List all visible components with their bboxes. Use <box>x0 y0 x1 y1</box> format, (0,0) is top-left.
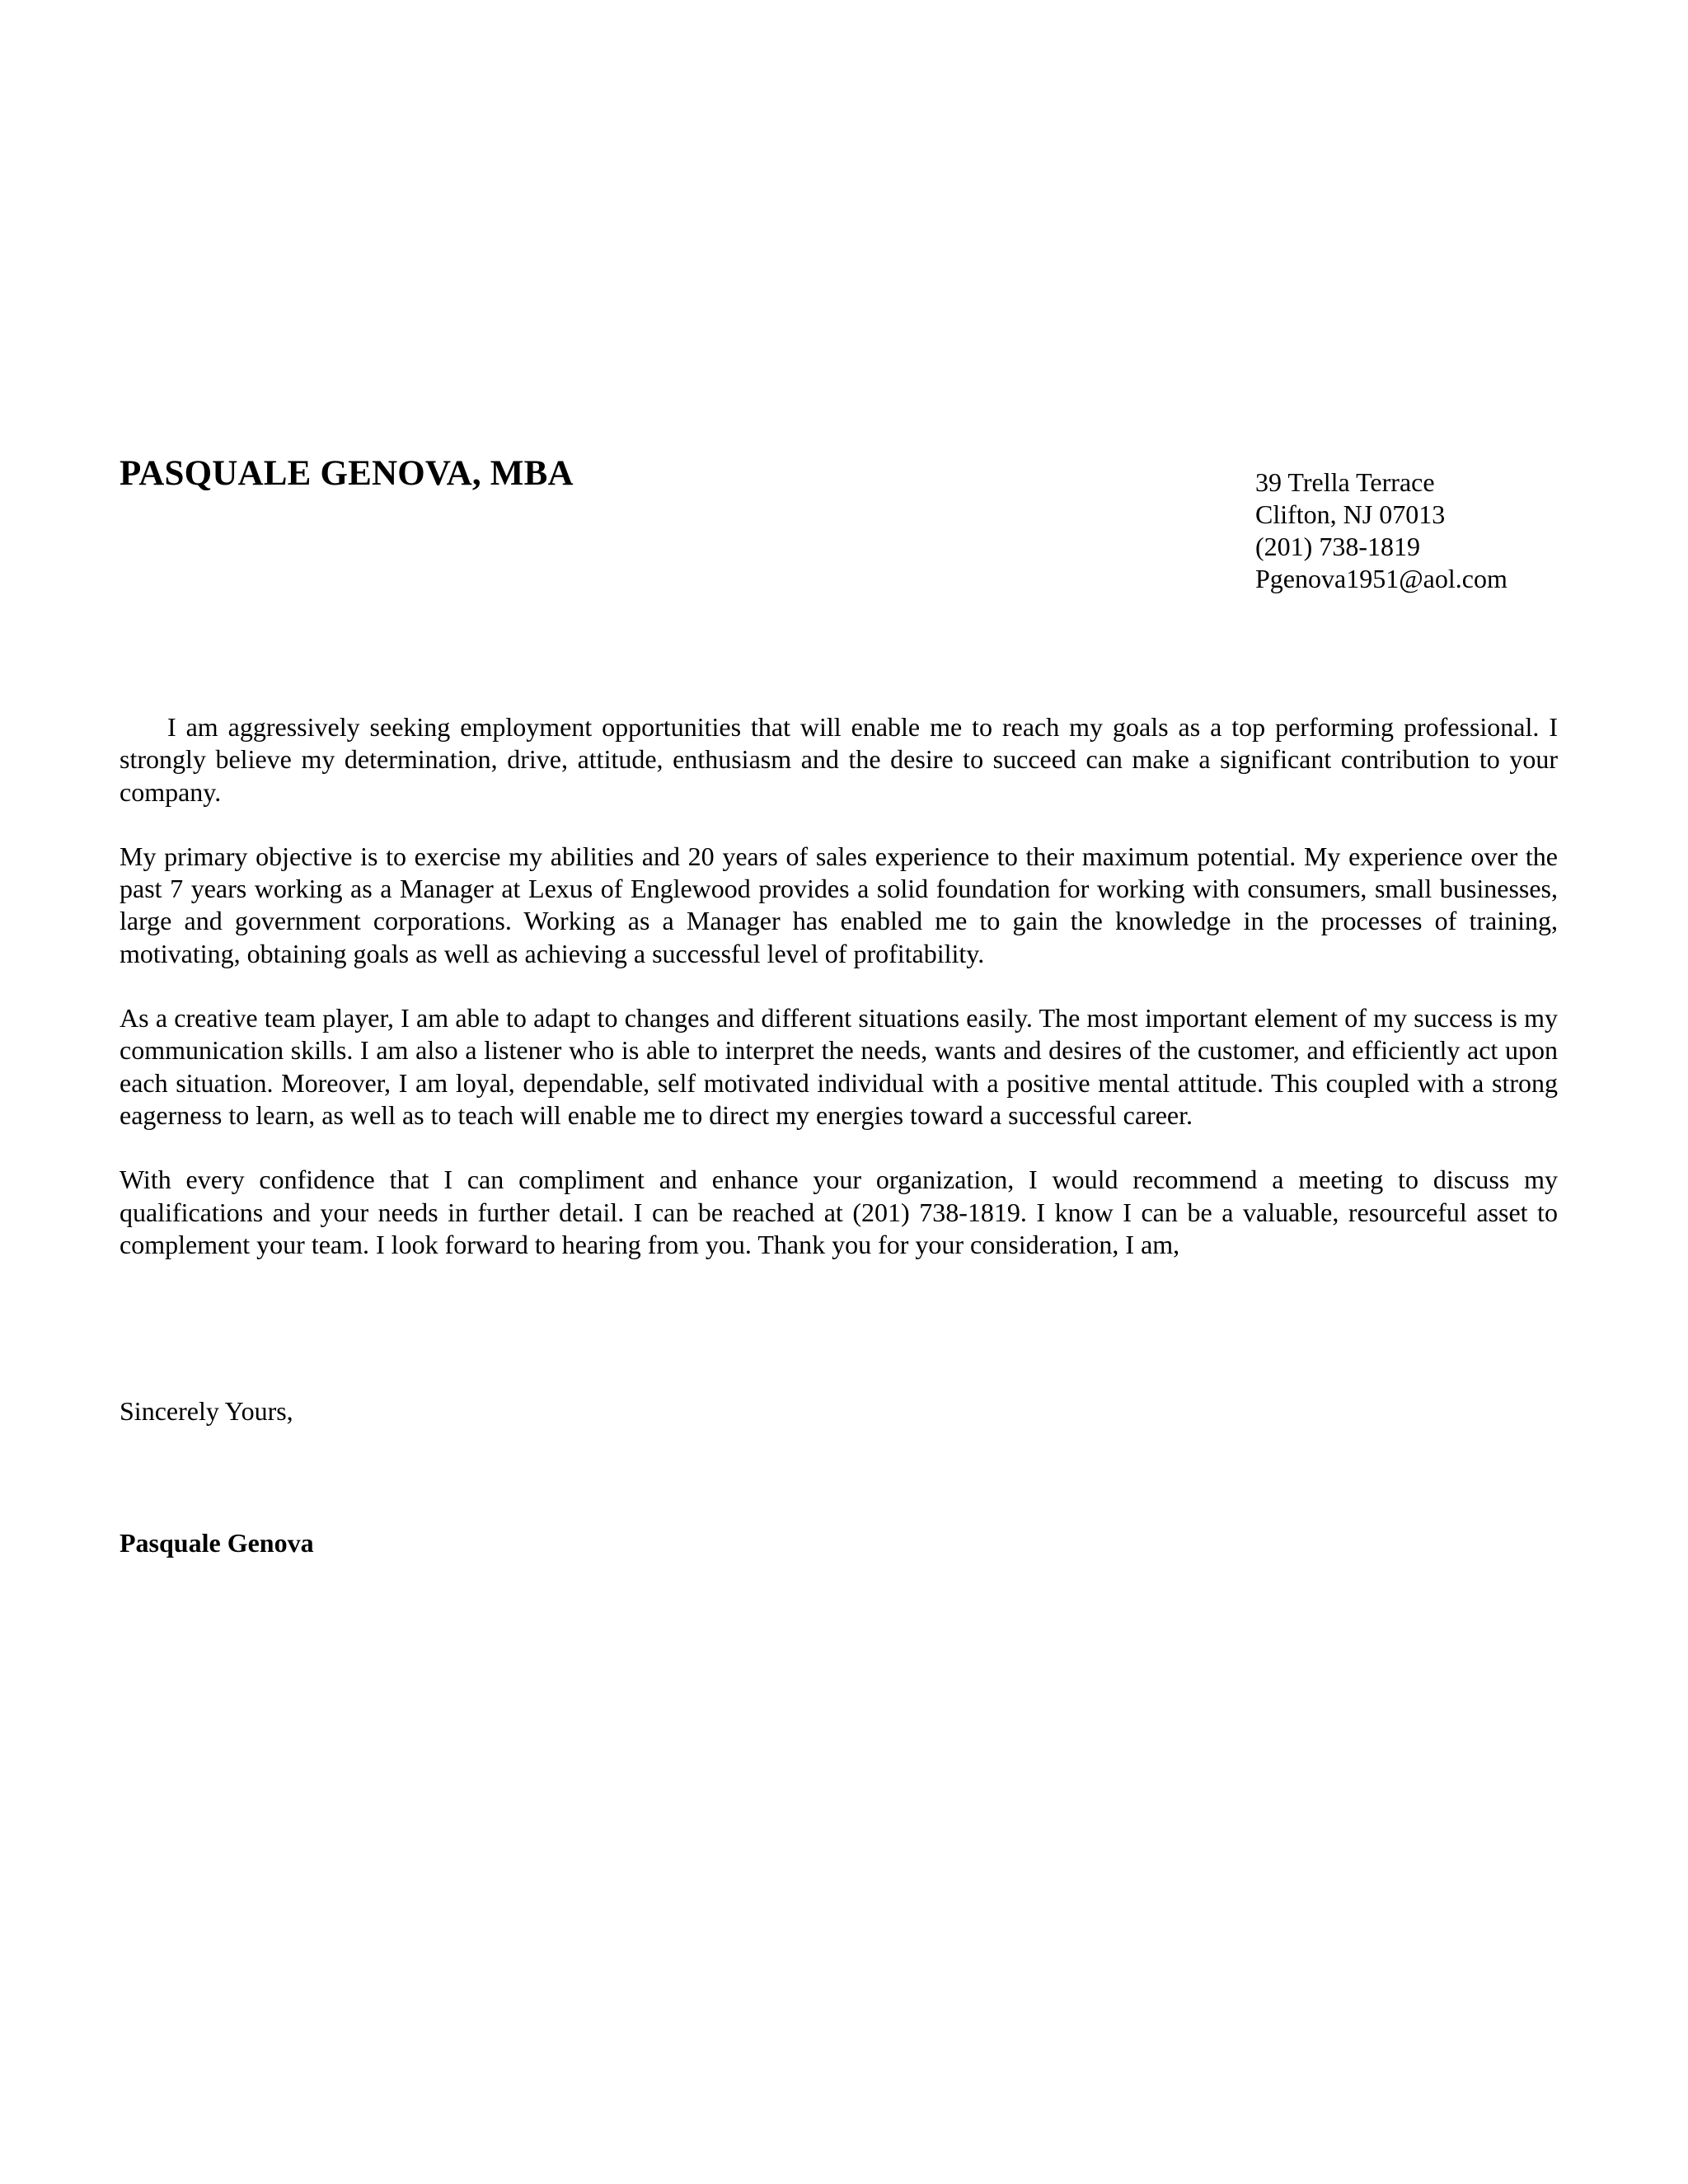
address-city-state-zip: Clifton, NJ 07013 <box>1255 499 1446 529</box>
sender-address-block <box>1255 466 1507 595</box>
body-paragraph-1: I am aggressively seeking employment opportunities that will enable me to reach my goals as a top performing professional. I strongly believe my determination, drive, attitude, enthusiasm and the desire to succeed can make a significant contribution to your company. <box>120 712 1558 807</box>
address-street: 39 Trella Terrace <box>1255 467 1435 497</box>
signature-name: Pasquale Genova <box>120 1528 314 1558</box>
body-paragraph-4: With every confidence that I can compliment and enhance your organization, I would recommend a meeting to discuss my qualifications and your needs in further detail. I can be reached at (201) 738-1819. I know I can be a valuable, resourceful asset to complement your team. I look forward to hearing from you. Thank you for your consideration, I am, <box>120 1165 1558 1259</box>
body-paragraph-2: My primary objective is to exercise my abilities and 20 years of sales experience to their maximum potential. My experience over the past 7 years working as a Manager at Lexus of Englewood provides a solid foundation for working with consumers, small businesses, large and government corporations. Working as a Manager has enabled me to gain the knowledge in the processes of training, motivating, obtaining goals as well as achieving a successful level of profitability. <box>120 841 1558 968</box>
address-email: Pgenova1951@aol.com <box>1255 564 1507 593</box>
body-paragraph-3: As a creative team player, I am able to adapt to changes and different situations easily. The most important element of my success is my communication skills. I am also a listener who is able to interpret the needs, wants and desires of the customer, and efficiently act upon each situation. Moreover, I am loyal, dependable, self motivated individual with a positive mental attitude. This coupled with a strong eagerness to learn, as well as to teach will enable me to direct my energies toward a successful career. <box>120 1003 1558 1130</box>
letter-body <box>120 711 1558 1293</box>
closing-salutation: Sincerely Yours, <box>120 1396 293 1426</box>
sender-name-heading: PASQUALE GENOVA, MBA <box>120 454 574 493</box>
address-phone: (201) 738-1819 <box>1255 532 1420 561</box>
